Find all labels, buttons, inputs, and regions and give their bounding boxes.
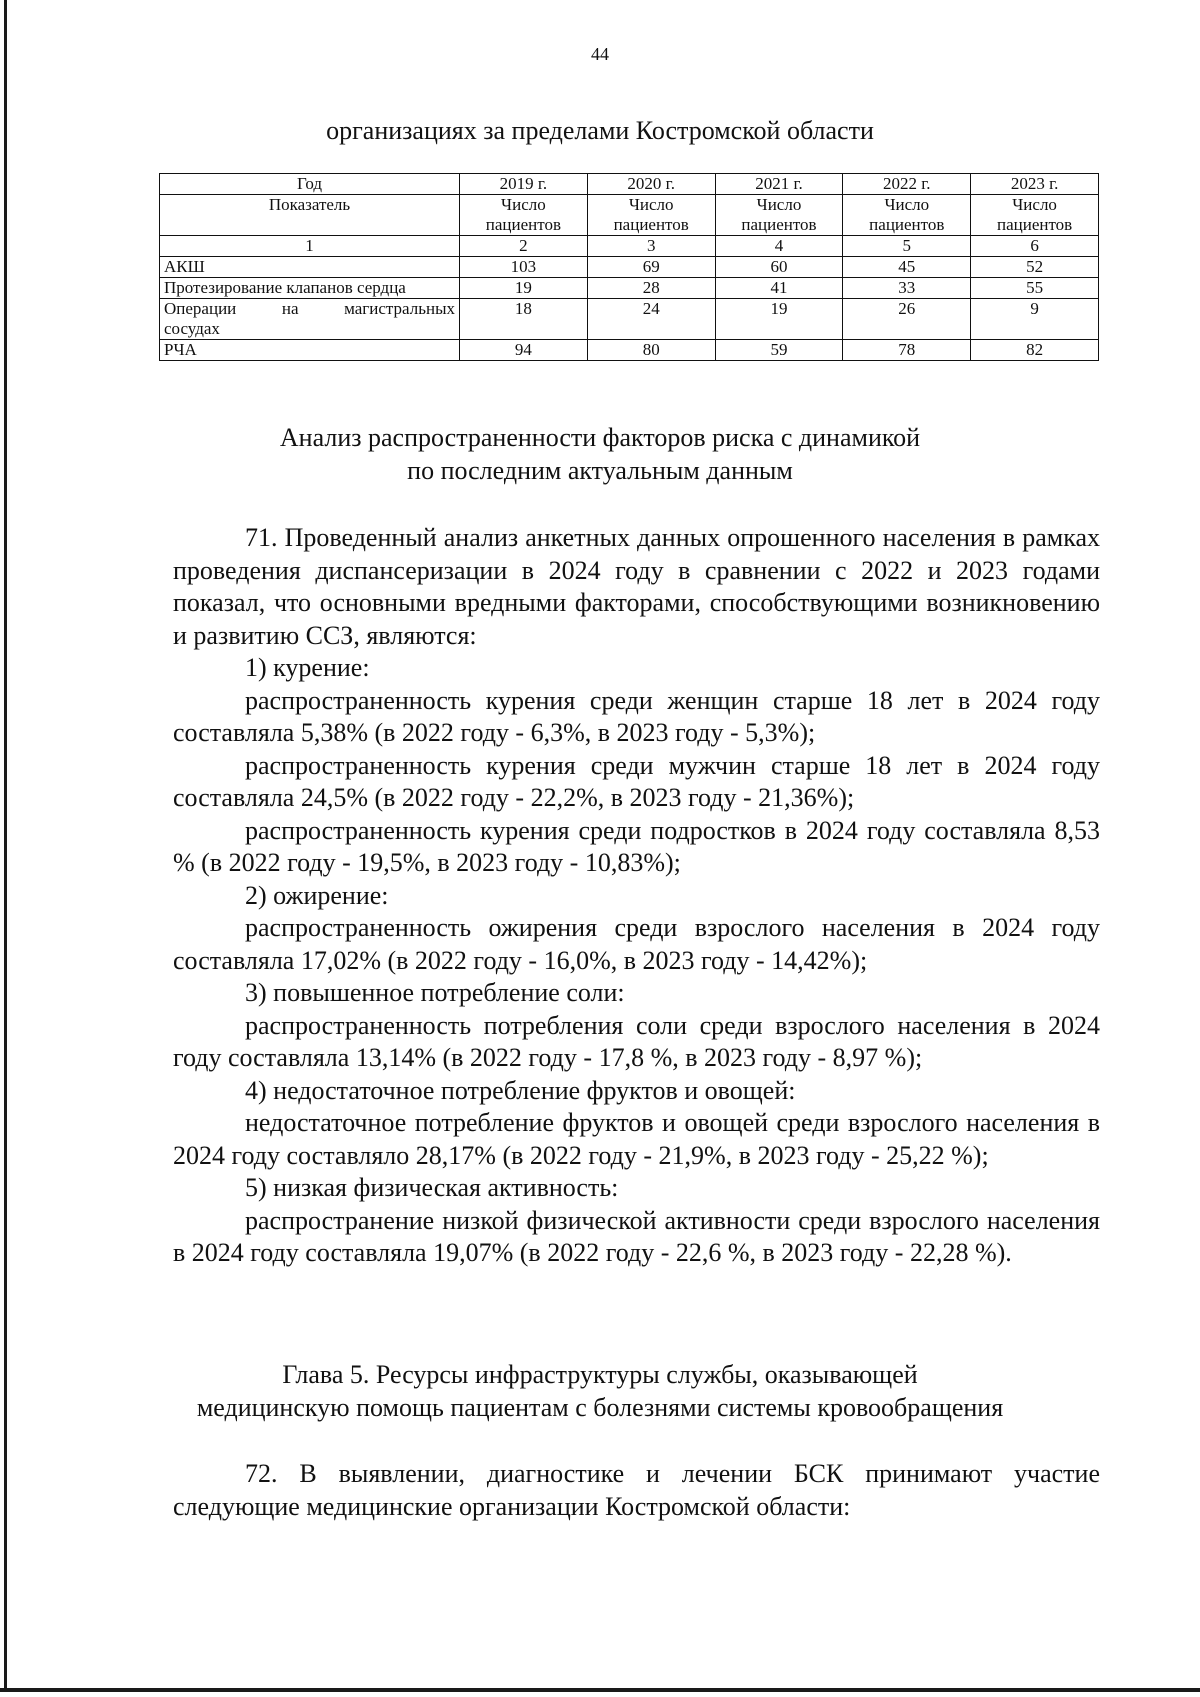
scan-bottom-edge: [0, 1688, 1200, 1692]
list-item-fruits: 4) недостаточное потребление фруктов и овощей:: [245, 1075, 796, 1105]
header-year: 2022 г.: [843, 174, 971, 195]
header-metric-line2: пациентов: [485, 215, 561, 234]
cell-value: 103: [460, 257, 588, 278]
chapter-heading-line2: медицинскую помощь пациентам с болезнями системы кровообращения: [196, 1393, 1004, 1422]
header-metric-line2: пациентов: [869, 215, 945, 234]
organizations-text: [173, 1458, 1100, 1523]
header-metric: [971, 195, 1099, 236]
header-metric-line1: Число: [501, 195, 546, 214]
scan-left-edge: [4, 0, 7, 1690]
cell-value: 19: [715, 299, 843, 340]
patients-table: [159, 173, 1099, 361]
table-header-row-years: [160, 174, 1099, 195]
header-metric-line1: Число: [1012, 195, 1057, 214]
table-row: [160, 299, 1099, 340]
cell-value: 41: [715, 278, 843, 299]
table-row: [160, 257, 1099, 278]
cell-value: 60: [715, 257, 843, 278]
cell-value: 94: [460, 340, 588, 361]
paragraph-activity: распространение низкой физической активности среди взрослого населения в 2024 году составляла 19,07% (в 2022 году - 22,6 %, в 2023 году - 22,28 %).: [173, 1205, 1100, 1267]
section-heading-risk-factors: [0, 421, 1200, 487]
cell-value: 33: [843, 278, 971, 299]
chapter-heading: [0, 1358, 1200, 1424]
cell-value: 18: [460, 299, 588, 340]
header-metric: [460, 195, 588, 236]
paragraph-obesity: распространенность ожирения среди взрослого населения в 2024 году составляла 17,02% (в 2022 году - 16,0%, в 2023 году - 14,42%);: [173, 913, 1100, 975]
paragraph-72: 72. В выявлении, диагностике и лечении БСК принимают участие следующие медицинские организации Костромской области:: [173, 1459, 1100, 1521]
table-row: [160, 278, 1099, 299]
paragraph-salt: распространенность потребления соли среди взрослого населения в 2024 году составляла 13,14% (в 2022 году - 17,8 %, в 2023 году - 8,97 %);: [173, 1010, 1100, 1072]
header-metric: [715, 195, 843, 236]
list-item-obesity: 2) ожирение:: [245, 880, 389, 910]
section-heading-line2: по последним актуальным данным: [407, 456, 793, 485]
header-year: 2019 г.: [460, 174, 588, 195]
chapter-heading-line1: Глава 5. Ресурсы инфраструктуры службы, оказывающей: [282, 1360, 918, 1389]
table-row: [160, 340, 1099, 361]
cell-value: 80: [587, 340, 715, 361]
header-metric-line2: пациентов: [996, 215, 1073, 234]
column-number: 6: [971, 236, 1099, 257]
column-number: 3: [587, 236, 715, 257]
header-metric-line1: Число: [756, 195, 802, 214]
header-metric: [843, 195, 971, 236]
cell-value: 45: [843, 257, 971, 278]
paragraph-smoking-men: распространенность курения среди мужчин старше 18 лет в 2024 году составляла 24,5% (в 2022 году - 22,2%, в 2023 году - 21,36%);: [173, 750, 1100, 812]
header-metric: [587, 195, 715, 236]
column-number: 2: [460, 236, 588, 257]
header-metric-line1: Число: [628, 195, 674, 214]
row-label-line2: сосудах: [164, 319, 220, 338]
cell-value: 82: [971, 340, 1099, 361]
cell-value: 28: [587, 278, 715, 299]
header-indicator-label: Показатель: [160, 195, 460, 236]
paragraph-smoking-teens: распространенность курения среди подростков в 2024 году составляла 8,53 % (в 2022 году - 19,5%, в 2023 году - 10,83%);: [173, 815, 1100, 877]
column-number: 4: [715, 236, 843, 257]
list-item-salt: 3) повышенное потребление соли:: [245, 978, 625, 1007]
cell-value: 78: [843, 340, 971, 361]
page-number: 44: [591, 44, 609, 64]
cell-value: 19: [460, 278, 588, 299]
paragraph-71: 71. Проведенный анализ анкетных данных опрошенного населения в рамках проведения диспансеризации в 2024 году в сравнении с 2022 и 2023 годами показал, что основными вредными факторами, способствующими возникновению и развитию ССЗ, являются:: [173, 523, 1100, 650]
column-number: 5: [843, 236, 971, 257]
header-metric-line2: пациентов: [741, 215, 817, 234]
cell-value: 52: [971, 257, 1099, 278]
paragraph-fruits: недостаточное потребление фруктов и овощей среди взрослого населения в 2024 году составляло 28,17% (в 2022 году - 21,9%, в 2023 году - 25,22 %);: [173, 1108, 1100, 1170]
list-item-activity: 5) низкая физическая активность:: [245, 1173, 619, 1202]
cell-value: 9: [971, 299, 1099, 340]
risk-factors-text: [173, 522, 1100, 1270]
header-year: 2021 г.: [715, 174, 843, 195]
paragraph-smoking-women: распространенность курения среди женщин старше 18 лет в 2024 году составляла 5,38% (в 2022 году - 6,3%, в 2023 году - 5,3%);: [173, 685, 1100, 747]
column-number: 1: [160, 236, 460, 257]
header-year-label: Год: [160, 174, 460, 195]
row-label: Протезирование клапанов сердца: [160, 278, 460, 299]
cell-value: 26: [843, 299, 971, 340]
section-heading-line1: Анализ распространенности факторов риска с динамикой: [279, 423, 921, 452]
cell-value: 59: [715, 340, 843, 361]
header-year: 2023 г.: [971, 174, 1099, 195]
row-label: АКШ: [160, 257, 460, 278]
row-label: РЧА: [160, 340, 460, 361]
cell-value: 24: [587, 299, 715, 340]
header-metric-line1: Число: [884, 195, 930, 214]
list-item-smoking: 1) курение:: [245, 653, 370, 682]
cell-value: 55: [971, 278, 1099, 299]
cell-value: 69: [587, 257, 715, 278]
table-caption: организациях за пределами Костромской области: [326, 116, 874, 145]
row-label: [160, 299, 460, 340]
header-metric-line2: пациентов: [613, 215, 689, 234]
header-year: 2020 г.: [587, 174, 715, 195]
row-label-line1: Операции на магистральных: [164, 299, 455, 318]
table-header-row-metric: [160, 195, 1099, 236]
table-column-numbers-row: [160, 236, 1099, 257]
